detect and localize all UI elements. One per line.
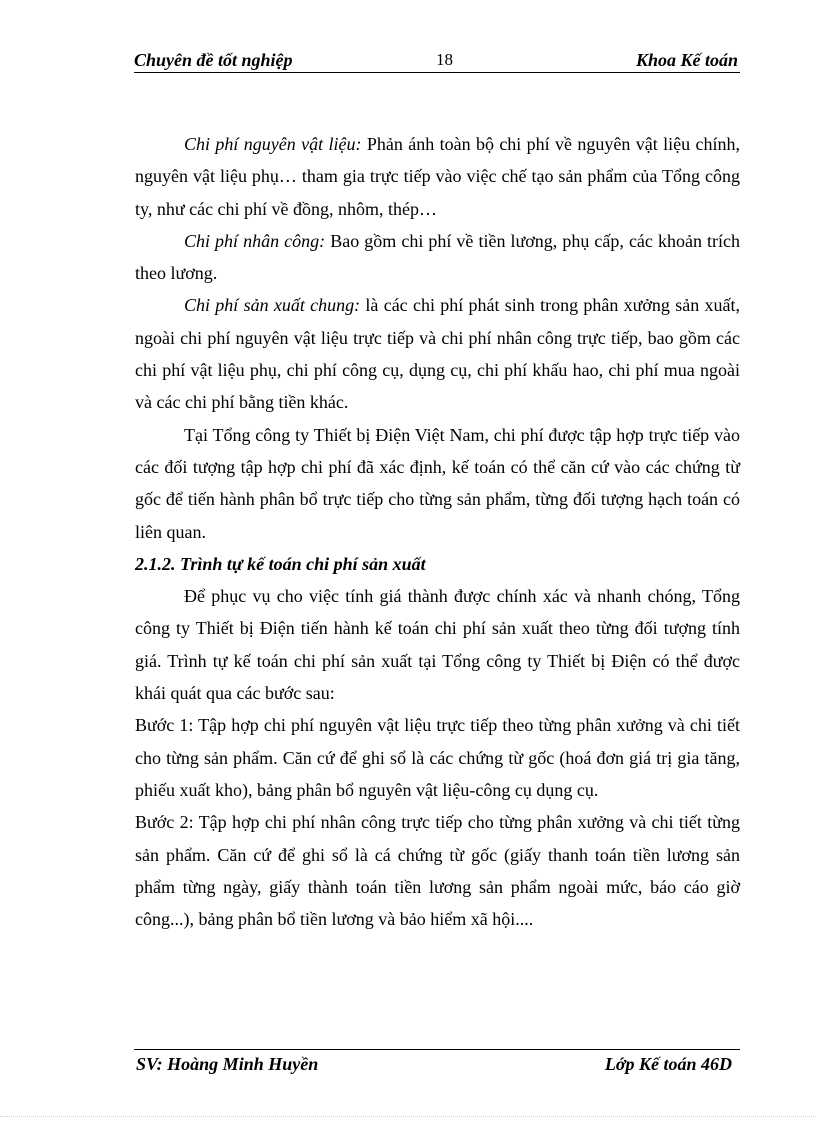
- paragraph-overhead-cost: [135, 289, 740, 418]
- labor-cost-text: Bao gồm chi phí về tiền lương, phụ cấp, các khoản trích theo lương.: [135, 230, 740, 284]
- paragraph-step-1: Bước 1: Tập hợp chi phí nguyên vật liệu trực tiếp theo từng phân xưởng và chi tiết cho từng sản phẩm. Căn cứ để ghi sổ là các chứng từ gốc (hoá đơn giá trị gia tăng, phiếu xuất kho), bảng phân bổ nguyên vật liệu-công cụ dụng cụ.: [135, 715, 740, 800]
- header-faculty: Khoa Kế toán: [635, 50, 738, 70]
- paragraph-company-allocation: Tại Tổng công ty Thiết bị Điện Việt Nam, chi phí được tập hợp trực tiếp vào các đối tượng tập hợp chi phí đã xác định, kế toán có thể căn cứ vào các chứng từ gốc để tiến hành phân bổ trực tiếp cho từng sản phẩm, từng đối tượng hạch toán có liên quan.: [135, 424, 740, 542]
- paragraph-material-cost: [135, 128, 740, 225]
- paragraph-step-2: Bước 2: Tập hợp chi phí nhân công trực tiếp cho từng phân xưởng và chi tiết từng sản phẩm. Căn cứ để ghi sổ là cá chứng từ gốc (giấy thanh toán tiền lương sản phẩm từng ngày, giấy thành toán tiền lương sản phẩm ngoài mức, báo cáo giờ công...), bảng phân bổ tiền lương và bảo hiểm xã hội....: [135, 812, 740, 930]
- document-body: [135, 128, 740, 935]
- paragraph-procedure-intro: Để phục vụ cho việc tính giá thành được chính xác và nhanh chóng, Tổng công ty Thiết bị Điện tiến hành kế toán chi phí sản xuất theo từng đối tượng tính giá. Trình tự kế toán chi phí sản xuất tại Tổng công ty Thiết bị Điện có thể được khái quát qua các bước sau:: [135, 586, 740, 704]
- footer-student-name: SV: Hoàng Minh Huyền: [136, 1054, 319, 1074]
- footer-class-name: Lớp Kế toán 46D: [604, 1054, 732, 1074]
- page-number: 18: [436, 50, 453, 69]
- section-heading: 2.1.2. Trình tự kế toán chi phí sản xuất: [135, 553, 426, 574]
- term-material-cost: Chi phí nguyên vật liệu:: [184, 134, 362, 154]
- page-bottom-divider: [0, 1116, 816, 1117]
- term-overhead-cost: Chi phí sản xuất chung:: [184, 295, 361, 316]
- overhead-cost-text: là các chi phí phát sinh trong phân xưởng sản xuất, ngoài chi phí nguyên vật liệu trực tiếp và chi phí nhân công trực tiếp, bao gồm các chi phí vật liệu phụ, chi phí công cụ, dụng cụ, chi phí khấu hao, chi phí mua ngoài và các chi phí bằng tiền khác.: [135, 295, 740, 413]
- material-cost-text: Phản ánh toàn bộ chi phí về nguyên vật liệu chính, nguyên vật liệu phụ… tham gia trực tiếp vào việc chế tạo sản phẩm của Tổng công ty, như các chi phí về đồng, nhôm, thép…: [135, 134, 741, 219]
- header-document-title: Chuyên đề tốt nghiệp: [134, 50, 293, 70]
- term-labor-cost: Chi phí nhân công:: [184, 230, 326, 251]
- paragraph-labor-cost: [135, 225, 740, 290]
- page-footer: [134, 1049, 740, 1078]
- page-header: [134, 48, 740, 73]
